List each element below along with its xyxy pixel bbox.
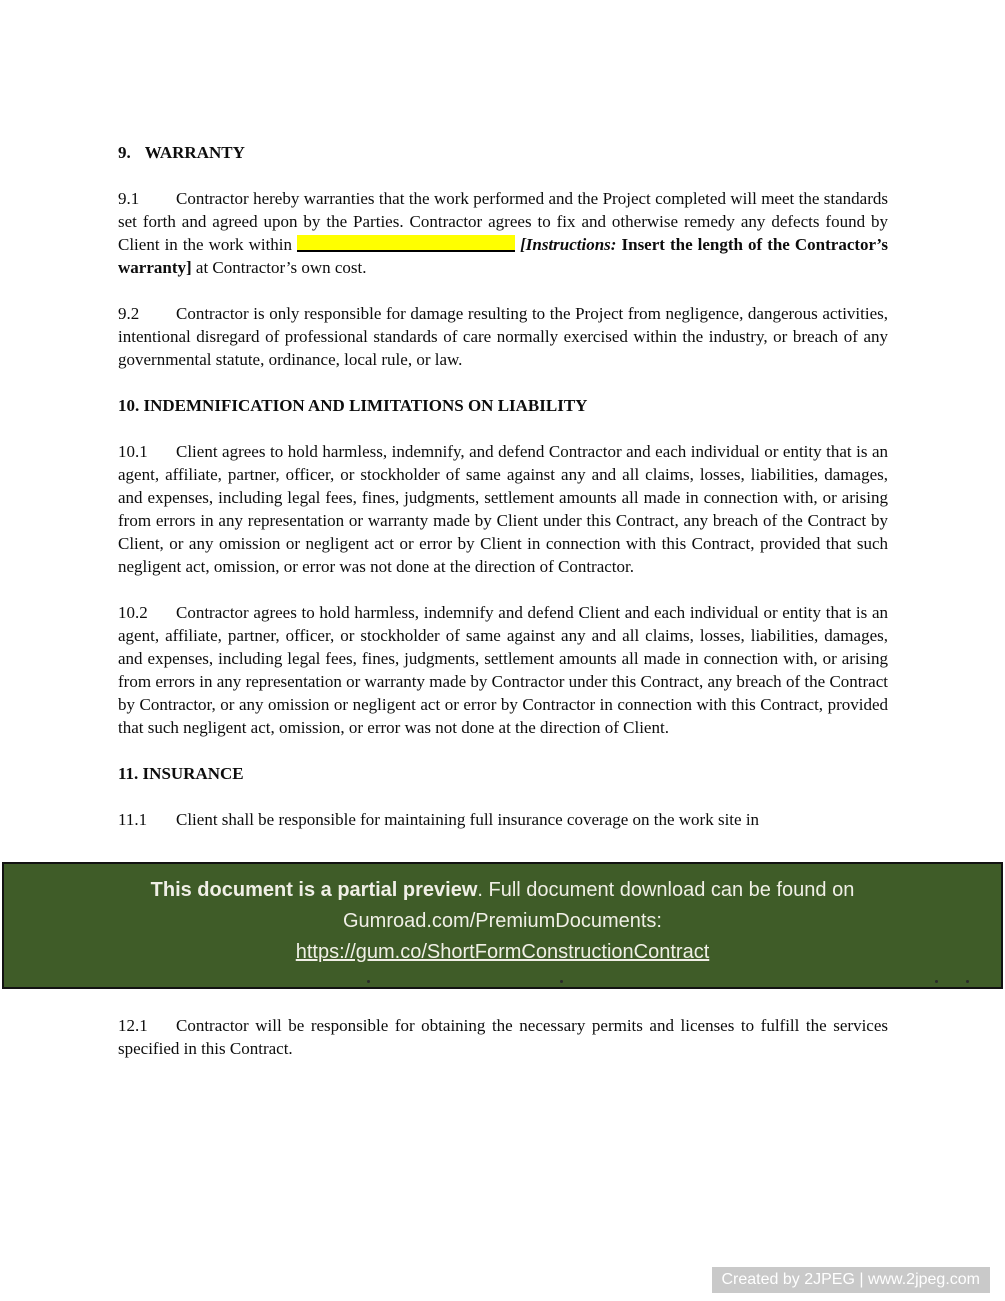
watermark: Created by 2JPEG | www.2jpeg.com [712, 1267, 991, 1293]
heading-warranty [118, 141, 888, 164]
paragraph-12-1 [118, 1014, 888, 1060]
banner-line-3 [4, 937, 1001, 968]
paragraph-10-1 [118, 440, 888, 578]
clause-text: Contractor will be responsible for obtaining the necessary permits and licenses to fulfill the services specified in this Contract. [118, 1016, 888, 1058]
clause-number: 9.1 [118, 189, 140, 208]
heading-indemnification: 10. INDEMNIFICATION AND LIMITATIONS ON LIABILITY [118, 396, 588, 415]
clipped-text-remnant-dot [935, 980, 938, 983]
banner-bold-lead: This document is a partial preview [150, 879, 478, 901]
paragraph-9-1 [118, 187, 888, 279]
clause-text: Client agrees to hold harmless, indemnify, and defend Contractor and each individual or entity that is an agent, affiliate, partner, officer, or stockholder of same against any and all claims, losses, liabilities, damages, and expenses, including legal fees, fines, judgments, settlement amounts all made in connection with, or arising from errors in any representation or warranty made by Client under this Contract, any breach of the Contract by Client, or any omission or negligent act or error by Client in connection with this Contract, provided that such negligent act, omission, or error was not done at the direction of Contractor. [118, 442, 888, 576]
clipped-text-remnant-dot [367, 980, 370, 983]
gumroad-link[interactable]: https://gum.co/ShortFormConstructionContract [295, 941, 710, 963]
clause-text: Client shall be responsible for maintaining full insurance coverage on the work site in [176, 810, 760, 829]
instructions-label: [Instructions: [520, 235, 617, 254]
heading-warranty-number: 9. [118, 143, 131, 162]
banner-line-2: Gumroad.com/PremiumDocuments: [343, 910, 662, 932]
clause-text-tail: at Contractor’s own cost. [195, 258, 367, 277]
banner-line-1 [4, 875, 1001, 906]
clause-number: 10.2 [118, 603, 148, 622]
banner-line1-rest: . Full document download can be found on [477, 879, 855, 901]
heading-insurance: 11. INSURANCE [118, 764, 244, 783]
clause-number: 9.2 [118, 304, 140, 323]
instructions-text: Insert the length of the Contractor’s warranty] [118, 235, 889, 277]
clause-number: 12.1 [118, 1016, 148, 1035]
clipped-text-remnant-dot [966, 980, 969, 983]
preview-banner [2, 862, 1003, 989]
paragraph-9-2 [118, 302, 888, 371]
paragraph-11-1-clipped [118, 808, 888, 831]
paragraph-10-2 [118, 601, 888, 739]
clipped-text-remnant-dot [560, 980, 563, 983]
warranty-blank-highlight [297, 235, 515, 252]
clause-number: 11.1 [118, 810, 148, 829]
heading-warranty-title: WARRANTY [144, 143, 245, 162]
clause-text: Contractor is only responsible for damage resulting to the Project from negligence, dangerous activities, intentional disregard of professional standards of care normally exercised within the industry, or breach of any governmental statute, ordinance, local rule, or law. [118, 304, 888, 369]
clause-text: Contractor hereby warranties that the work performed and the Project completed will meet the standards set forth and agreed upon by the Parties. Contractor agrees to fix and otherwise remedy any defects found by Client in the work within [118, 189, 888, 254]
clause-text: Contractor agrees to hold harmless, indemnify and defend Client and each individual or entity that is an agent, affiliate, partner, officer, or stockholder of same against any and all claims, losses, liabilities, damages, and expenses, including legal fees, fines, judgments, settlement amounts all made in connection with, or arising from errors in any representation or warranty made by Contractor under this Contract, any breach of the Contract by Contractor, or any omission or negligent act or error by Contractor in connection with this Contract, provided that such negligent act, omission, or error was not done at the direction of Client. [118, 603, 888, 737]
clause-number: 10.1 [118, 442, 148, 461]
